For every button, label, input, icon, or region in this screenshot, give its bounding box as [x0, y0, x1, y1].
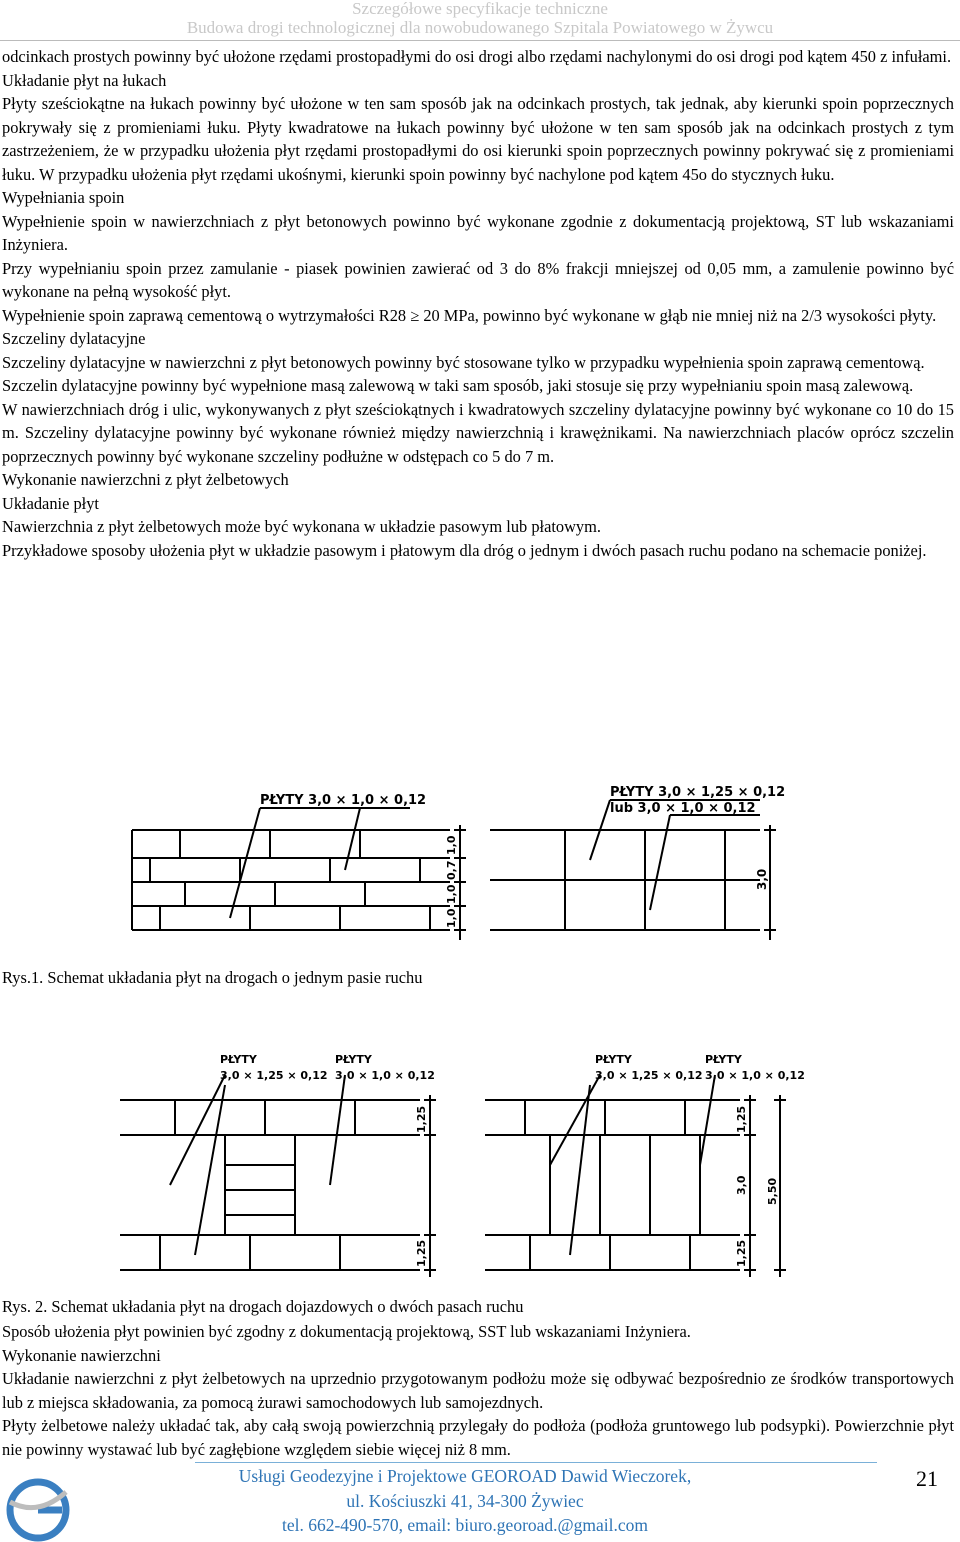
header-rule — [0, 40, 960, 41]
section-heading: Wypełniania spoin — [2, 188, 125, 207]
greater-equal-symbol: ≥ — [410, 305, 420, 325]
fig2b-label2-title: PŁYTY — [705, 1053, 742, 1066]
fig1-dim: 1,0 — [445, 884, 458, 904]
header-title: Szczegółowe specyfikacje techniczne — [352, 0, 608, 18]
figure-2-caption: Rys. 2. Schemat układania płyt na drogach dojazdowych o dwóch pasach ruchu — [2, 1297, 524, 1316]
fig1-right-label: PŁYTY 3,0 × 1,25 × 0,12 — [610, 785, 786, 800]
fig1-dim: 0,7 — [445, 860, 458, 880]
paragraph-part: 20 MPa, powinno być wykonane w głąb nie mniej niż na 2/3 wysokości płyty. — [423, 305, 937, 325]
fig2b-label1-title: PŁYTY — [595, 1053, 632, 1066]
fig2a-label2: 3,0 × 1,0 × 0,12 — [335, 1069, 435, 1082]
fig1-right-dim: 3,0 — [755, 868, 769, 890]
footer-company: Usługi Geodezyjne i Projektowe GEOROAD Dawid Wieczorek, — [238, 1466, 692, 1486]
fig2a-dim: 1,25 — [415, 1105, 428, 1133]
figure-1-caption: Rys.1. Schemat układania płyt na drogach o jednym pasie ruchu — [2, 968, 423, 987]
fig2b-label2: 3,0 × 1,0 × 0,12 — [705, 1069, 805, 1082]
paragraph: Sposób ułożenia płyt powinien być zgodny z dokumentacją projektową, SST lub wskazaniami Inżyniera. — [2, 1322, 691, 1341]
fig2a-label2-title: PŁYTY — [335, 1053, 372, 1066]
paragraph: W nawierzchniach dróg i ulic, wykonywanych z płyt sześciokątnych i kwadratowych szczeliny dylatacyjne powinny być wykonane co 10 do 15 m. Szczeliny dylatacyjne powinny być wykonane również między nawierzchnią i krawężnikami. Na nawierzchniach placów oprócz szczelin poprzecznych powinny być wykonane szczeliny podłużne w odstępach co 5 do 7 m. — [2, 399, 954, 466]
fig2a-dim: 1,25 — [415, 1239, 428, 1267]
paragraph: Płyty sześciokątne na łukach powinny być ułożone w ten sam sposób jak na odcinkach prostych, tak jednak, aby kierunki spoin poprzecznych pokrywały się z promieniami łuku. Płyty kwadratowe na łukach powinny być ułożone w ten sam sposób jak na odcinkach prostych z tym zastrzeżeniem, że w przypadku ułożenia płyt rzędami prostopadłymi do osi kierunki spoin poprzecznych powinny pokrywać się z promieniami łuku. W przypadku ułożenia płyt rzędami ukośnymi, kierunki spoin powinny być nachylone pod kątem 45o do stycznych łuku. — [2, 94, 954, 184]
fig2b-dim: 5,50 — [766, 1177, 779, 1205]
section-heading: Układanie płyt — [2, 493, 99, 513]
paragraph: Układanie nawierzchni z płyt żelbetowych na uprzednio przygotowanym podłożu może się odbywać bezpośrednio ze środków transportowych lub z miejsca składowania, za pomocą żurawi samochodowych lub samojezdnych. — [2, 1369, 954, 1412]
section-heading: Wykonanie nawierzchni — [2, 1345, 161, 1365]
fig1-left-label: PŁYTY 3,0 × 1,0 × 0,12 — [260, 793, 427, 808]
fig2b-dim: 1,25 — [735, 1239, 748, 1267]
footer — [175, 1464, 755, 1538]
section-heading: Wykonanie nawierzchni z płyt żelbetowych — [2, 470, 289, 489]
body-text — [2, 45, 954, 562]
fig2b-dim: 1,25 — [735, 1105, 748, 1133]
fig1-right-label-alt: lub 3,0 × 1,0 × 0,12 — [610, 801, 756, 816]
paragraph: Szczeliny dylatacyjne w nawierzchni z płyt betonowych powinny być stosowane tylko w przypadku wypełnienia spoin zaprawą cementową. — [2, 352, 925, 372]
footer-contact: tel. 662-490-570, email: biuro.georoad.@gmail.com — [281, 1515, 649, 1535]
paragraph-strength — [2, 304, 954, 328]
paragraph: Płyty żelbetowe należy układać tak, aby całą swoją powierzchnią przylegały do podłoża (podłoża gruntowego lub podsypki). Powierzchnie płyt nie powinny wystawać lub być zagłębione względem siebie więcej niż 8 mm. — [2, 1416, 954, 1459]
paragraph: Wypełnienie spoin w nawierzchniach z płyt betonowych powinno być wykonane zgodnie z dokumentacją projektową, ST lub wskazaniami Inżyniera. — [2, 211, 954, 254]
header-subtitle: Budowa drogi technologicznej dla nowobudowanego Szpitala Powiatowego w Żywcu — [186, 18, 774, 37]
fig1-dim: 1,0 — [445, 908, 458, 928]
body-text-2 — [2, 1320, 954, 1461]
paragraph: Szczelin dylatacyjne powinny być wypełnione masą zalewową w taki sam sposób, jaki stosuje się przy wypełnianiu spoin masą zalewową. — [2, 376, 914, 395]
fig1-dim: 1,0 — [445, 835, 458, 855]
fig2a-label1: 3,0 × 1,25 × 0,12 — [220, 1069, 328, 1082]
figure-1-diagram — [110, 770, 810, 970]
georoad-logo — [0, 1472, 72, 1542]
page-number: 21 — [916, 1466, 938, 1491]
figure-2-diagram — [100, 1045, 820, 1285]
footer-address: ul. Kościuszki 41, 34-300 Żywiec — [346, 1490, 584, 1511]
paragraph: Przy wypełnianiu spoin przez zamulanie - piasek powinien zawierać od 3 do 8% frakcji mniejszej od 0,05 mm, a zamulenie powinno być wykonane na pełną wysokość płyt. — [2, 258, 954, 301]
section-heading: Układanie płyt na łukach — [2, 70, 167, 90]
paragraph: odcinkach prostych powinny być ułożone rzędami prostopadłymi do osi drogi albo rzędami nachylonymi do osi drogi pod kątem 450 z infułami. — [2, 47, 952, 66]
paragraph: Nawierzchnia z płyt żelbetowych może być wykonana w układzie pasowym lub płatowym. — [2, 517, 601, 536]
fig2b-dim: 3,0 — [735, 1175, 748, 1195]
paragraph-part: Wypełnienie spoin zaprawą cementową o wytrzymałości R28 — [2, 305, 407, 325]
fig2a-label1-title: PŁYTY — [220, 1053, 257, 1066]
paragraph: Przykładowe sposoby ułożenia płyt w układzie pasowym i płatowym dla dróg o jednym i dwóch pasach ruchu podano na schemacie poniżej. — [2, 540, 927, 560]
fig2b-label1: 3,0 × 1,25 × 0,12 — [595, 1069, 703, 1082]
section-heading: Szczeliny dylatacyjne — [2, 329, 146, 348]
footer-rule — [195, 1462, 877, 1463]
